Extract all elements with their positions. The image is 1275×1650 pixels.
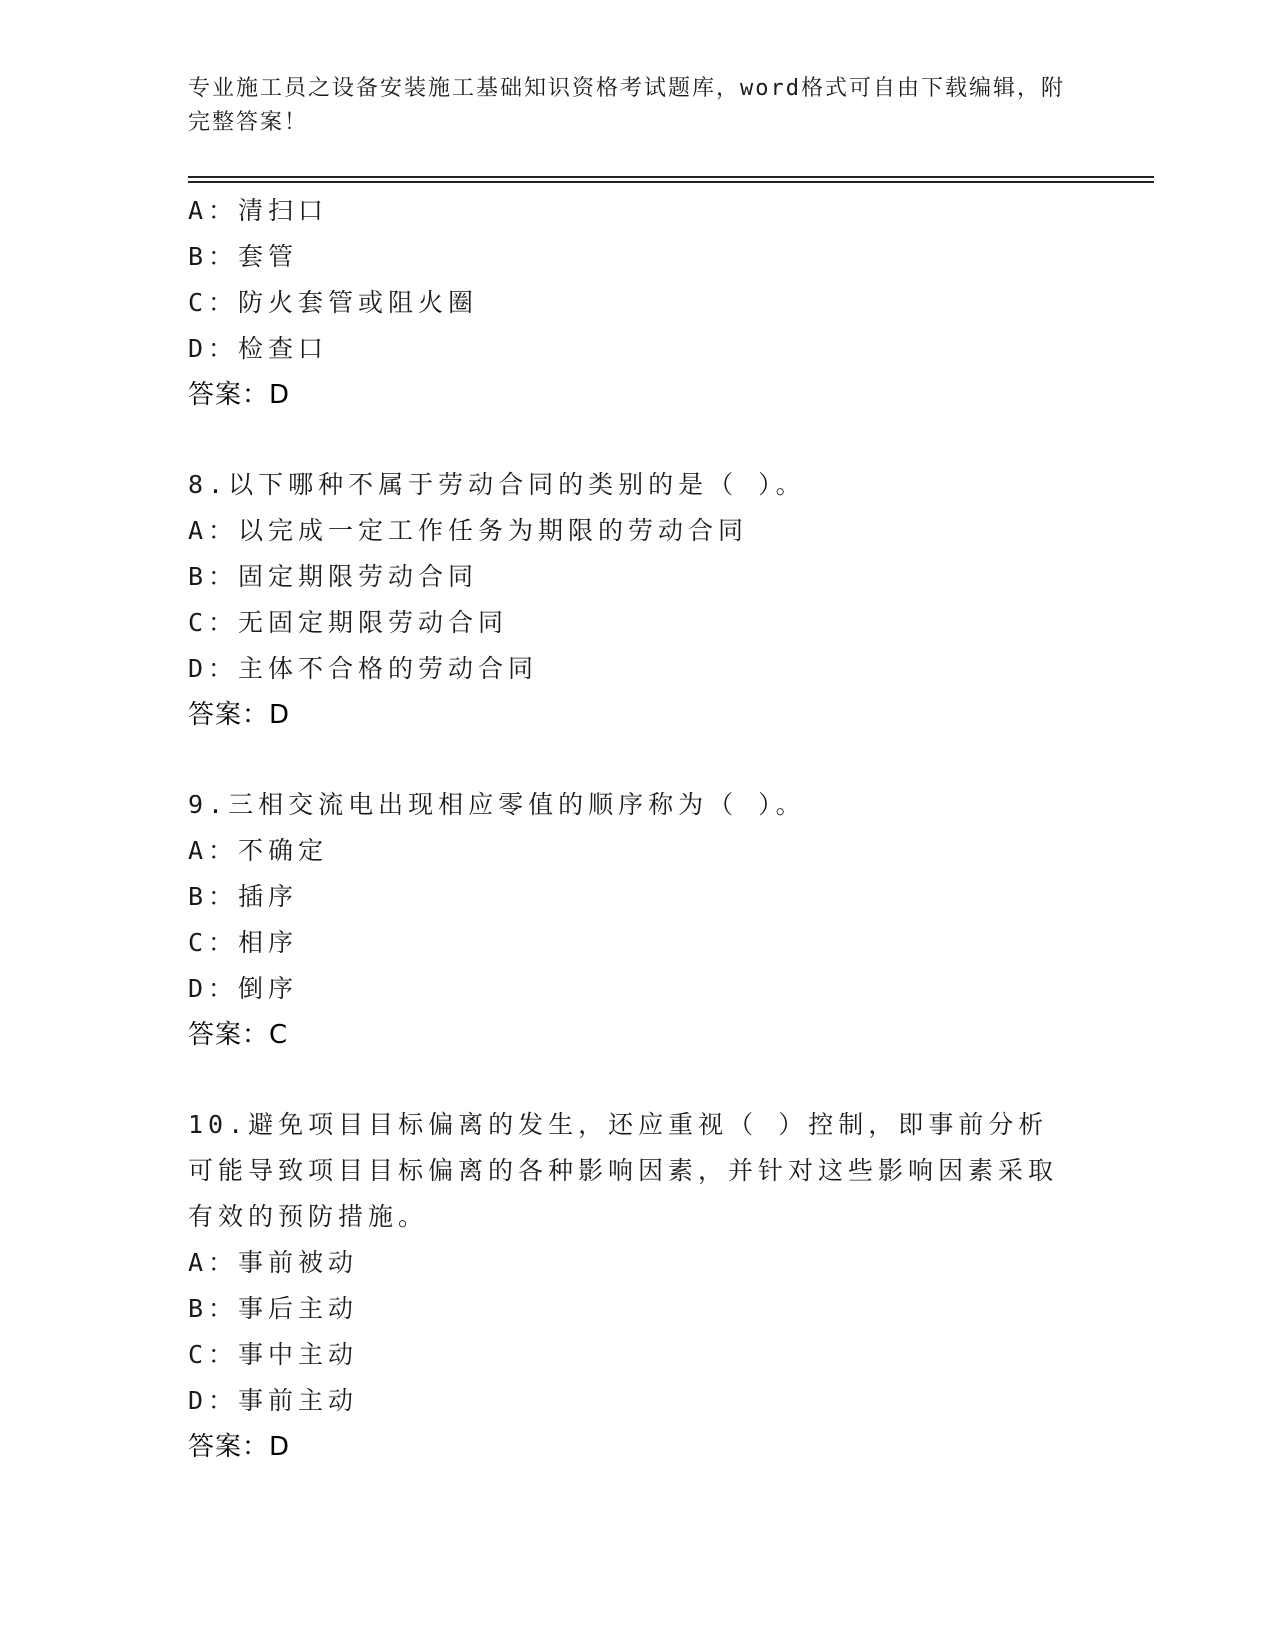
answer-line: 答案：D (188, 1432, 291, 1462)
option-b: B：套管 (188, 242, 299, 271)
document-header: 专业施工员之设备安装施工基础知识资格考试题库，word格式可自由下载编辑，附完整答案！ (188, 76, 1065, 135)
option-c: C：事中主动 (188, 1340, 359, 1369)
option-a: A：清扫口 (188, 196, 329, 225)
option-c: C：无固定期限劳动合同 (188, 608, 509, 637)
header-divider-top (188, 176, 1154, 178)
question-block-10 (188, 1102, 1088, 1470)
question-block-7 (188, 188, 1088, 418)
option-c: C：相序 (188, 928, 299, 957)
option-b: B：事后主动 (188, 1294, 359, 1323)
option-c: C：防火套管或阻火圈 (188, 288, 479, 317)
question-text: 8.以下哪种不属于劳动合同的类别的是（ ）。 (188, 470, 806, 499)
option-d: D：事前主动 (188, 1386, 359, 1415)
option-d: D：主体不合格的劳动合同 (188, 654, 539, 683)
spacer (188, 1058, 1088, 1102)
question-list (188, 188, 1088, 1470)
answer-line: 答案：D (188, 700, 291, 730)
answer-line: 答案：C (188, 1020, 289, 1050)
spacer (188, 738, 1088, 782)
option-a: A：不确定 (188, 836, 329, 865)
spacer (188, 418, 1088, 462)
question-text: 9.三相交流电出现相应零值的顺序称为（ ）。 (188, 790, 806, 819)
option-a: A：事前被动 (188, 1248, 359, 1277)
option-a: A：以完成一定工作任务为期限的劳动合同 (188, 516, 749, 545)
header-divider-bottom (188, 181, 1154, 183)
question-text: 10.避免项目目标偏离的发生，还应重视（ ）控制，即事前分析可能导致项目目标偏离的各种影响因素，并针对这些影响因素采取有效的预防措施。 (188, 1110, 1059, 1231)
option-d: D：检查口 (188, 334, 329, 363)
option-b: B：固定期限劳动合同 (188, 562, 479, 591)
option-d: D：倒序 (188, 974, 299, 1003)
question-block-8 (188, 462, 1088, 738)
option-b: B：插序 (188, 882, 299, 911)
question-block-9 (188, 782, 1088, 1058)
answer-line: 答案：D (188, 380, 291, 410)
